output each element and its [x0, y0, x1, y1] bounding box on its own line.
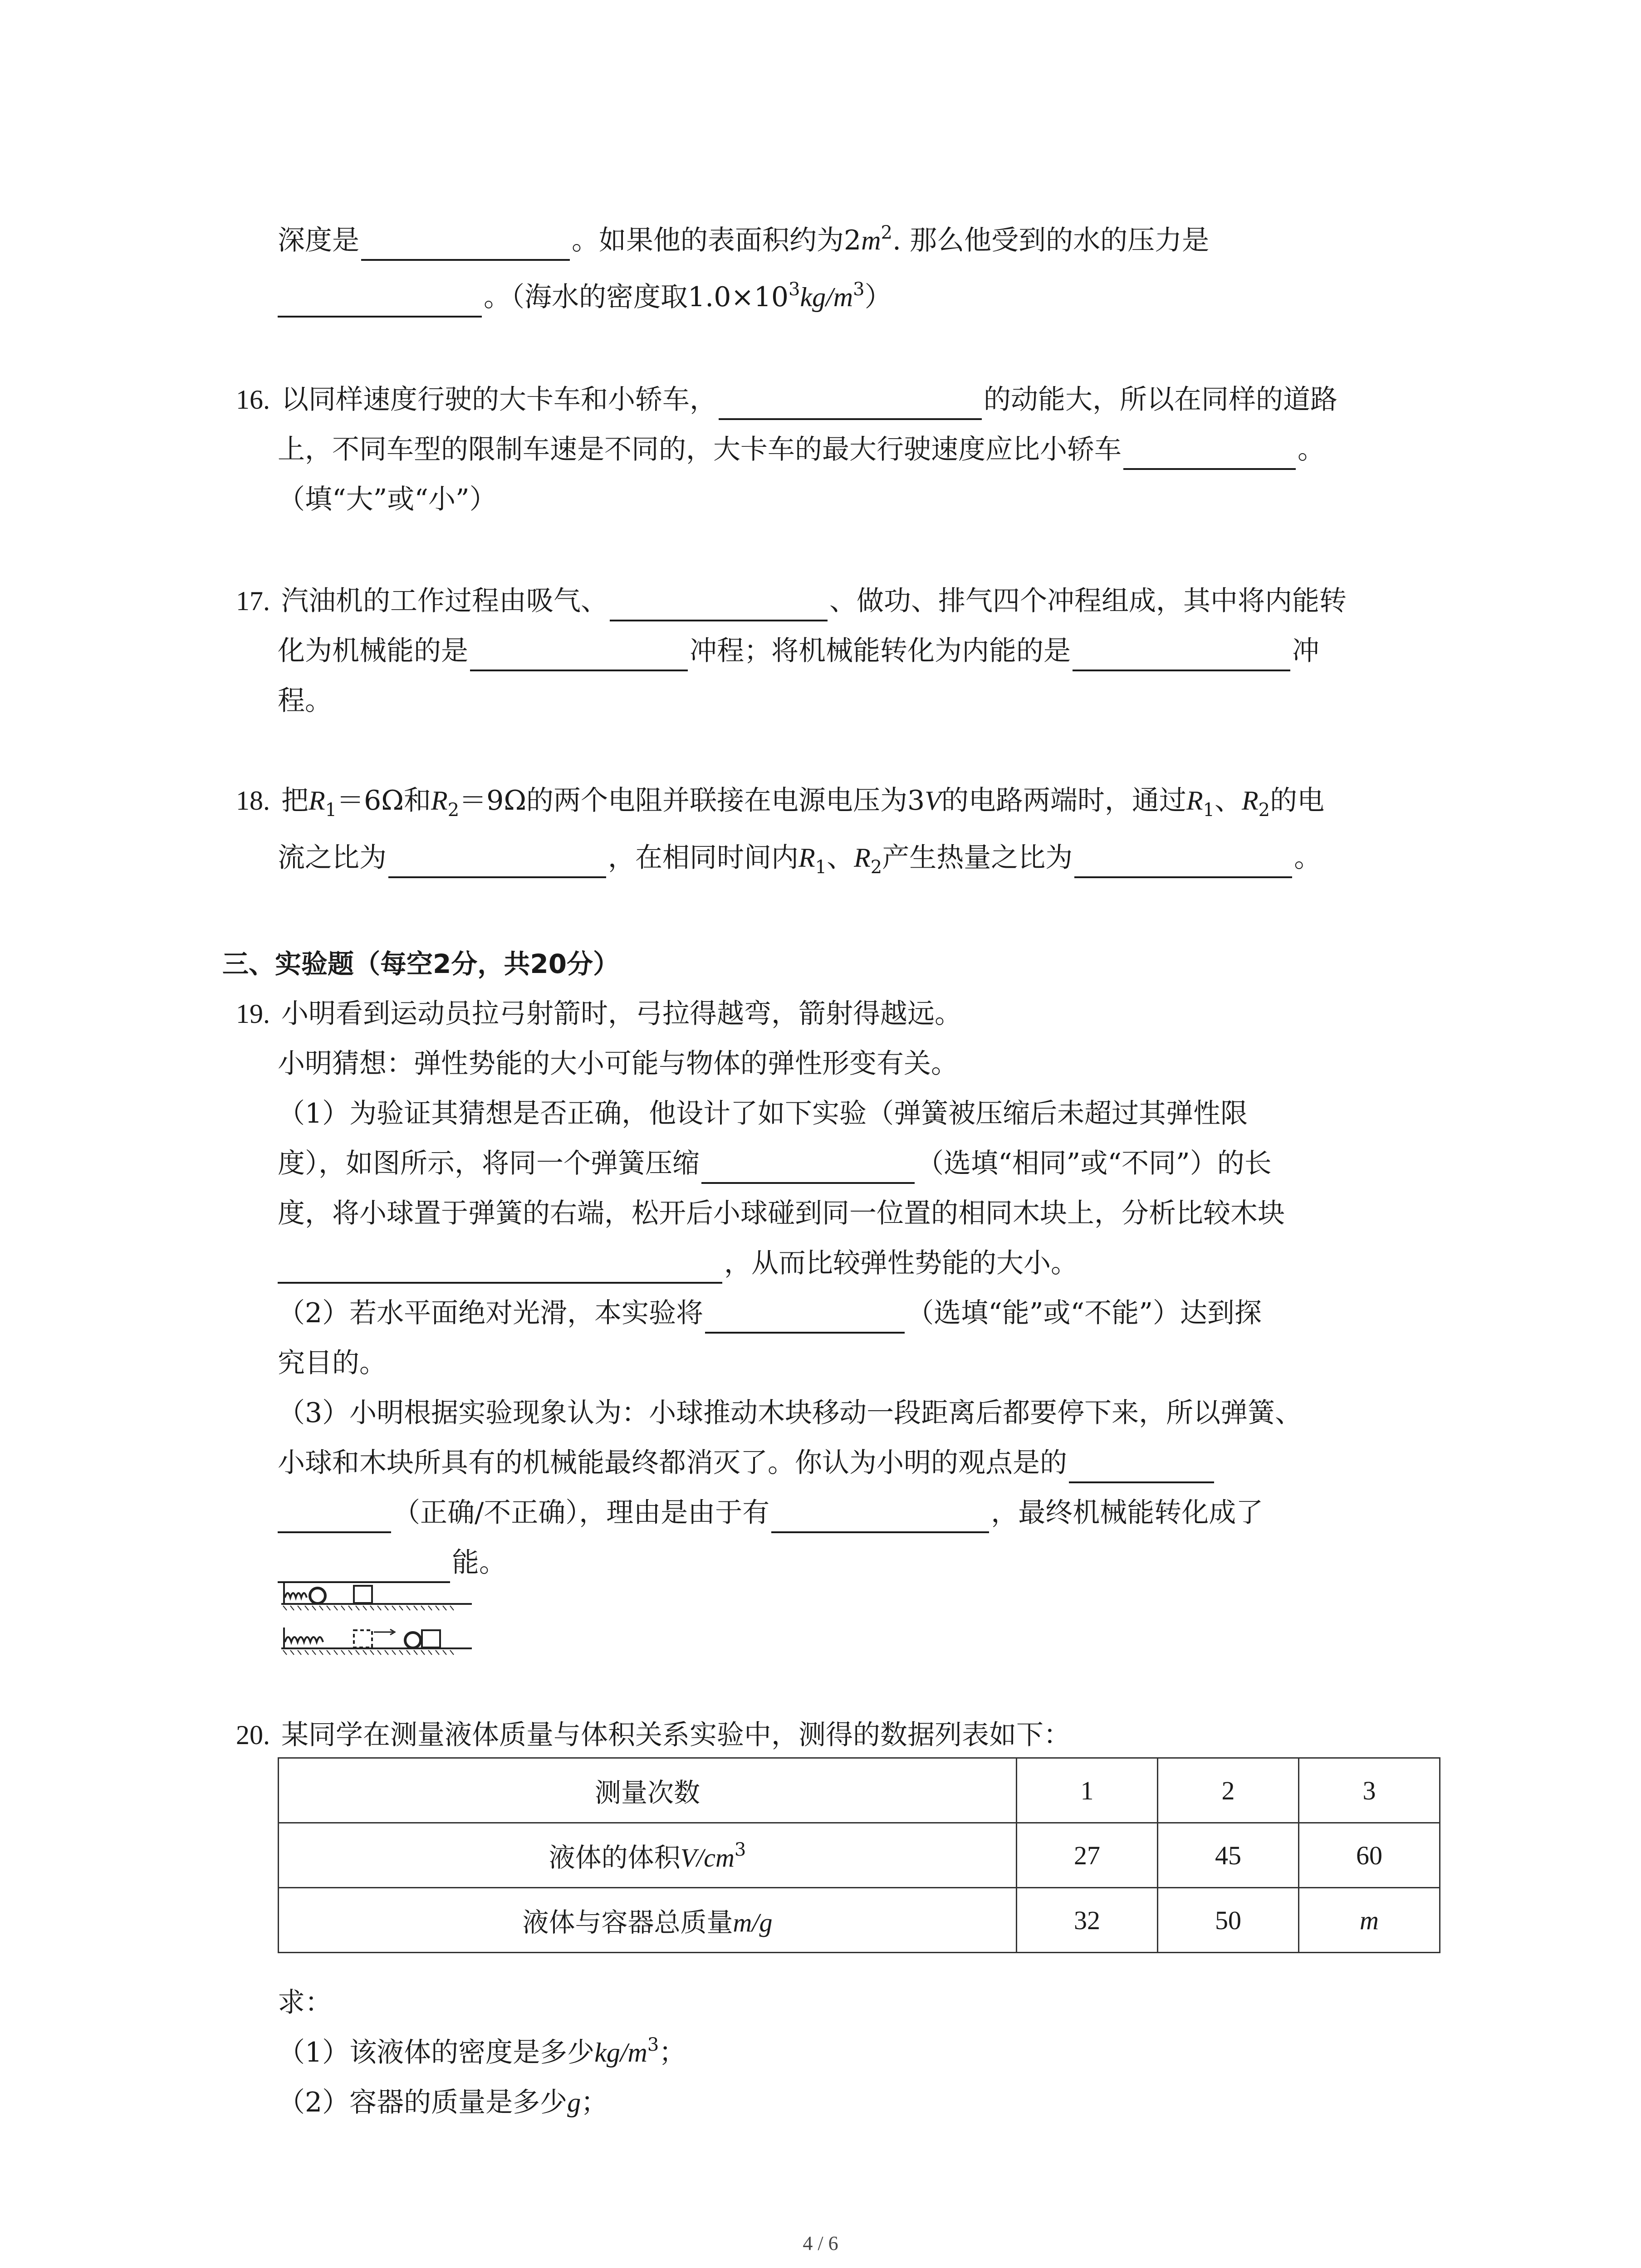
- q17-line-1: 17. 汽油机的工作过程由吸气、 、做功、排气四个冲程组成，其中将内能转: [236, 581, 1347, 621]
- question-number: 19.: [236, 999, 270, 1029]
- answer-blank[interactable]: [1069, 1450, 1214, 1483]
- page-number: 4 / 6: [803, 2232, 838, 2254]
- answer-blank[interactable]: [705, 1300, 905, 1334]
- answer-blank[interactable]: [719, 386, 982, 420]
- q18-line-1: 18. 把$R_1=6\Omega$和$R_2=9\Omega$的两个电阻并联接在电源电压为3V的电路两端时，通过$R_1$、$R_2$的电: [236, 780, 1324, 821]
- data-table: [278, 1757, 1440, 1953]
- q16-line-2: 上，不同车型的限制车速是不同的，大卡车的最大行驶速度应比小轿车 。: [278, 429, 1325, 470]
- table-row: [279, 1888, 1440, 1953]
- table-cell: 32: [1017, 1888, 1158, 1953]
- q19-line-6: ，从而比较弹性势能的大小。: [278, 1243, 1078, 1284]
- table-cell: 45: [1158, 1823, 1299, 1888]
- q19-line-8: 究目的。: [278, 1347, 387, 1379]
- q16-line-1: 16. 以同样速度行驶的大卡车和小轿车， 的动能大，所以在同样的道路: [236, 379, 1337, 420]
- table-row: [279, 1823, 1440, 1888]
- table-cell: 液体与容器总质量m/g: [279, 1888, 1017, 1953]
- answer-blank[interactable]: [278, 284, 482, 318]
- table-cell: 测量次数: [279, 1758, 1017, 1823]
- table-header-row: [279, 1758, 1440, 1823]
- table-cell: 50: [1158, 1888, 1299, 1953]
- answer-blank[interactable]: [610, 588, 828, 621]
- table-cell: 2: [1158, 1758, 1299, 1823]
- q17-line-2: 化为机械能的是 冲程；将机械能转化为内能的是 冲: [278, 631, 1319, 671]
- q19-line-10: 小球和木块所具有的机械能最终都消灭了。你认为小明的观点是的: [278, 1442, 1216, 1483]
- table-cell: 27: [1017, 1823, 1158, 1888]
- q20-part-2: （2）容器的质量是多少g；: [278, 2087, 608, 2118]
- table-cell: 3: [1299, 1758, 1440, 1823]
- q19-line-5: 度，将小球置于弹簧的右端，松开后小球碰到同一位置的相同木块上，分析比较木块: [278, 1198, 1285, 1229]
- q20-part-1: （1）该液体的密度是多少$kg/m^3$；: [278, 2034, 686, 2068]
- answer-blank[interactable]: [470, 638, 688, 671]
- q19-line-3: （1）为验证其猜想是否正确，他设计了如下实验（弹簧被压缩后未超过其弹性限: [278, 1098, 1248, 1129]
- question-number: 16.: [236, 385, 270, 415]
- answer-blank[interactable]: [701, 1150, 915, 1184]
- q19-line-11: （正确/不正确），理由是由于有 ，最终机械能转化成了: [278, 1492, 1263, 1533]
- q19-line-2: 小明猜想：弹性势能的大小可能与物体的弹性形变有关。: [278, 1048, 958, 1080]
- table-cell: 60: [1299, 1823, 1440, 1888]
- q19-line-1: 19. 小明看到运动员拉弓射箭时，弓拉得越弯，箭射得越远。: [236, 993, 962, 1034]
- q20-ask: 求：: [278, 1987, 332, 2019]
- q19-line-12: 能。: [278, 1542, 506, 1583]
- answer-blank[interactable]: [388, 845, 606, 878]
- q16-line-3: （填“大”或“小”）: [278, 484, 497, 515]
- table-cell: 1: [1017, 1758, 1158, 1823]
- question-number: 18.: [236, 786, 270, 816]
- q19-line-7: （2）若水平面绝对光滑，本实验将 （选填“能”或“不能”）达到探: [278, 1293, 1262, 1334]
- q19-line-4: 度），如图所示，将同一个弹簧压缩 （选填“相同”或“不同”）的长: [278, 1143, 1272, 1184]
- answer-blank[interactable]: [1123, 436, 1296, 470]
- answer-blank[interactable]: [361, 227, 570, 261]
- answer-blank[interactable]: [771, 1500, 989, 1533]
- q20-line-1: 20. 某同学在测量液体质量与体积关系实验中，测得的数据列表如下：: [236, 1715, 1071, 1755]
- q15-line-1: 深度是 。如果他的表面积约为$2m^2$. 那么他受到的水的压力是: [278, 220, 1209, 261]
- question-number: 20.: [236, 1720, 270, 1750]
- table-cell: m: [1299, 1888, 1440, 1953]
- section-heading: 三、实验题（每空2分，共20分）: [222, 948, 620, 979]
- answer-blank[interactable]: [1073, 638, 1290, 671]
- q19-line-9: （3）小明根据实验现象认为：小球推动木块移动一段距离后都要停下来，所以弹簧、: [278, 1397, 1303, 1429]
- q17-line-3: 程。: [278, 685, 332, 717]
- q18-line-2: 流之比为 ，在相同时间内$R_1$、$R_2$产生热量之比为 。: [278, 842, 1322, 878]
- spring-ball-block-figure: [281, 1574, 481, 1671]
- spring-experiment-diagram: [281, 1574, 481, 1669]
- answer-blank[interactable]: [1074, 845, 1292, 878]
- q15-line-2: 。（海水的密度取$1.0\times 10^3kg/m^3$）: [278, 277, 892, 318]
- answer-blank[interactable]: [278, 1500, 391, 1533]
- answer-blank[interactable]: [278, 1250, 722, 1284]
- table-cell: 液体的体积$V/cm^3$: [279, 1823, 1017, 1888]
- question-number: 17.: [236, 586, 270, 616]
